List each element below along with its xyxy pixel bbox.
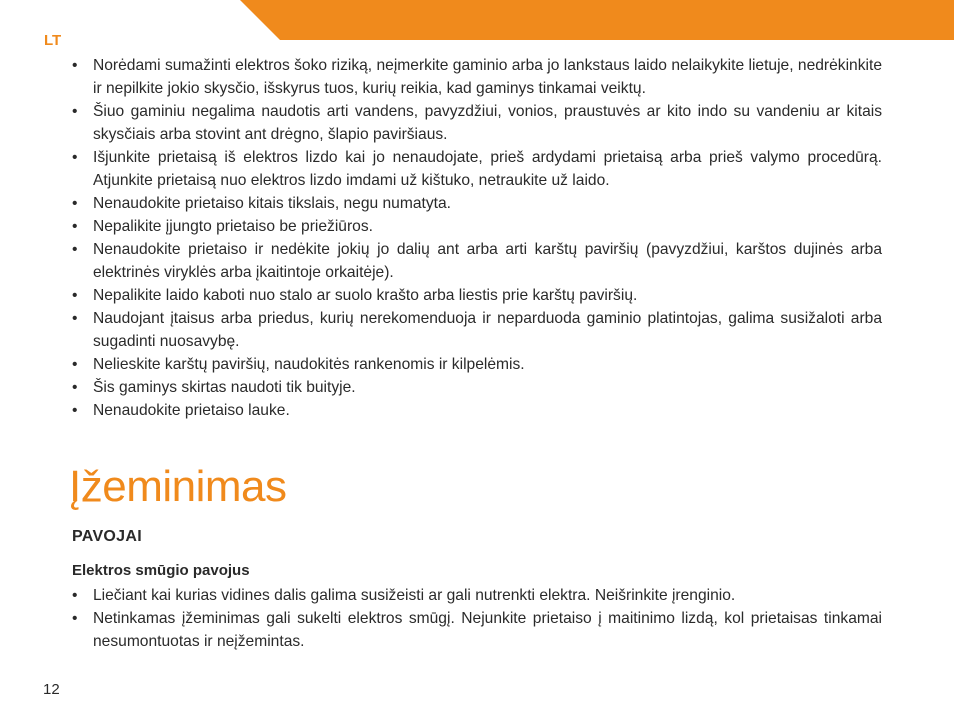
- safety-instructions-list: [72, 54, 882, 422]
- danger-heading: PAVOJAI: [72, 528, 142, 545]
- list-item: • Nenaudokite prietaiso kitais tikslais, negu numatyta.: [72, 192, 882, 215]
- list-item: • Netinkamas įžeminimas gali sukelti elektros smūgį. Nejunkite prietaiso į maitinimo lizdą, kol prietaisas tinkamai nesumontuotas ir neįžemintas.: [72, 607, 882, 653]
- list-item: • Liečiant kai kurias vidines dalis galima susižeisti ar gali nutrenkti elektra. Neišrinkite įrenginio.: [72, 584, 882, 607]
- language-label: LT: [44, 32, 62, 49]
- list-item: • Nepalikite laido kaboti nuo stalo ar suolo krašto arba liestis prie karštų paviršių.: [72, 284, 882, 307]
- list-item: • Šis gaminys skirtas naudoti tik buityje.: [72, 376, 882, 399]
- list-item: • Nelieskite karštų paviršių, naudokitės rankenomis ir kilpelėmis.: [72, 353, 882, 376]
- shock-hazard-list: [72, 584, 882, 653]
- list-item: • Norėdami sumažinti elektros šoko riziką, neįmerkite gaminio arba jo lankstaus laido nelaikykite lietuje, nedrėkinkite ir nepilkite jokio skysčio, išskyrus tuos, kurių reikia, kad gaminys tinkamai veiktų.: [72, 54, 882, 100]
- list-item: • Naudojant įtaisus arba priedus, kurių nerekomenduoja ir neparduoda gaminio platintojas, galima susižaloti arba sugadinti nuosavybę.: [72, 307, 882, 353]
- shock-hazard-heading: Elektros smūgio pavojus: [72, 562, 250, 579]
- page-number: 12: [43, 681, 60, 698]
- list-item: • Nenaudokite prietaiso ir nedėkite jokių jo dalių ant arba arti karštų paviršių (pavyzdžiui, karštos dujinės arba elektrinės viryklės arba įkaitintoje orkaitėje).: [72, 238, 882, 284]
- list-item: • Nenaudokite prietaiso lauke.: [72, 399, 882, 422]
- list-item: • Šiuo gaminiu negalima naudotis arti vandens, pavyzdžiui, vonios, praustuvės ar kito indo su vandeniu ar kitais skysčiais arba stovint ant drėgno, šlapio paviršiaus.: [72, 100, 882, 146]
- header-accent-band: [240, 0, 954, 40]
- section-title: Įžeminimas: [69, 462, 287, 511]
- list-item: • Išjunkite prietaisą iš elektros lizdo kai jo nenaudojate, prieš ardydami prietaisą arba prieš valymo procedūrą. Atjunkite prietaisą nuo elektros lizdo imdami už kištuko, netraukite už laido.: [72, 146, 882, 192]
- list-item: • Nepalikite įjungto prietaiso be priežiūros.: [72, 215, 882, 238]
